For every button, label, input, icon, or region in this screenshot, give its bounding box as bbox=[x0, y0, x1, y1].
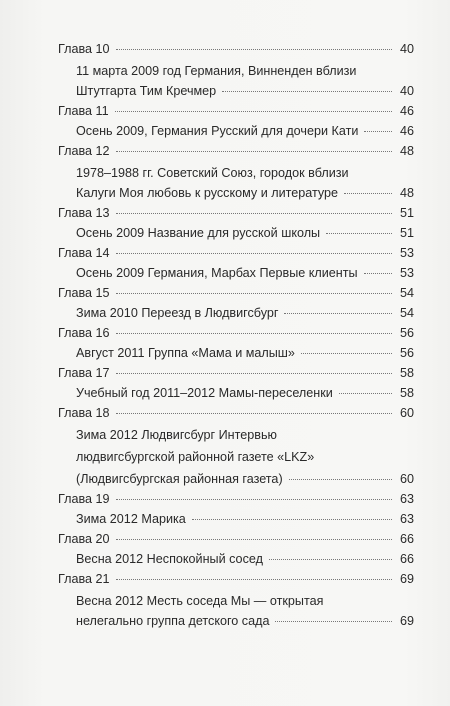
dot-leader bbox=[116, 253, 392, 254]
toc-page-number: 40 bbox=[399, 84, 414, 98]
toc-page-number: 69 bbox=[399, 572, 414, 586]
toc-section-17 bbox=[76, 384, 414, 402]
dot-leader bbox=[275, 621, 392, 622]
toc-chapter-16 bbox=[58, 324, 414, 342]
toc-chapter-title: Глава 19 bbox=[58, 492, 110, 506]
toc-page-number: 63 bbox=[399, 492, 414, 506]
dot-leader bbox=[116, 413, 392, 414]
toc-page-number: 51 bbox=[399, 206, 414, 220]
toc-chapter-10 bbox=[58, 40, 414, 58]
toc-chapter-title: Глава 15 bbox=[58, 286, 110, 300]
toc-page-number: 46 bbox=[399, 104, 414, 118]
toc-section-18 bbox=[76, 470, 414, 488]
toc-chapter-title: Глава 11 bbox=[58, 104, 109, 118]
toc-page-number: 53 bbox=[399, 266, 414, 280]
toc-page-number: 56 bbox=[399, 346, 414, 360]
dot-leader bbox=[344, 193, 392, 194]
toc-chapter-19 bbox=[58, 490, 414, 508]
toc-chapter-title: Глава 21 bbox=[58, 572, 110, 586]
toc-chapter-title: Глава 12 bbox=[58, 144, 110, 158]
toc-section-title: Осень 2009, Германия Русский для дочери Кати bbox=[76, 124, 359, 138]
toc-section-15 bbox=[76, 304, 414, 322]
dot-leader bbox=[116, 373, 392, 374]
toc-chapter-12 bbox=[58, 142, 414, 160]
toc-chapter-18 bbox=[58, 404, 414, 422]
toc-page-number: 46 bbox=[399, 124, 414, 138]
toc-section-10 bbox=[76, 82, 414, 100]
toc-chapter-11 bbox=[58, 102, 414, 120]
dot-leader bbox=[116, 293, 392, 294]
toc-section-12 bbox=[76, 184, 414, 202]
toc-page-number: 48 bbox=[399, 144, 414, 158]
toc-section-title: 11 марта 2009 год Германия, Винненден вблизи bbox=[76, 64, 357, 78]
toc-section-11 bbox=[76, 122, 414, 140]
toc-page-number: 60 bbox=[399, 472, 414, 486]
toc-section-title: Осень 2009 Германия, Марбах Первые клиенты bbox=[76, 266, 358, 280]
dot-leader bbox=[116, 579, 392, 580]
toc-section-title: Зима 2012 Марика bbox=[76, 512, 186, 526]
toc-page-number: 58 bbox=[399, 366, 414, 380]
toc-page-number: 54 bbox=[399, 286, 414, 300]
dot-leader bbox=[116, 151, 392, 152]
dot-leader bbox=[364, 131, 392, 132]
dot-leader bbox=[326, 233, 392, 234]
toc-page-number: 69 bbox=[399, 614, 414, 628]
toc-section-14 bbox=[76, 264, 414, 282]
dot-leader bbox=[289, 479, 392, 480]
toc-section-title: Осень 2009 Название для русской школы bbox=[76, 226, 321, 240]
toc-page-number: 56 bbox=[399, 326, 414, 340]
dot-leader bbox=[115, 111, 392, 112]
dot-leader bbox=[116, 539, 392, 540]
toc-section-title: Август 2011 Группа «Мама и малыш» bbox=[76, 346, 295, 360]
toc-chapter-21 bbox=[58, 570, 414, 588]
toc-page-number: 48 bbox=[399, 186, 414, 200]
toc-chapter-title: Глава 16 bbox=[58, 326, 110, 340]
dot-leader bbox=[116, 333, 392, 334]
toc-chapter-title: Глава 17 bbox=[58, 366, 110, 380]
toc-section-21 bbox=[76, 612, 414, 630]
dot-leader bbox=[116, 499, 392, 500]
toc-page-number: 60 bbox=[399, 406, 414, 420]
toc-page-number: 58 bbox=[399, 386, 414, 400]
toc-section-title: Учебный год 2011–2012 Мамы-переселенки bbox=[76, 386, 333, 400]
toc-chapter-14 bbox=[58, 244, 414, 262]
dot-leader bbox=[269, 559, 392, 560]
toc-section-title-cont: Штутгарта Тим Кречмер bbox=[76, 84, 217, 98]
toc-chapter-20 bbox=[58, 530, 414, 548]
toc-section-title: 1978–1988 гг. Советский Союз, городок вблизи bbox=[76, 166, 349, 180]
dot-leader bbox=[339, 393, 392, 394]
toc-section-title-cont: Калуги Моя любовь к русскому и литературе bbox=[76, 186, 339, 200]
toc-section-title: Весна 2012 Месть соседа Мы — открытая bbox=[76, 594, 324, 608]
toc-section-title: Зима 2012 Людвигсбург Интервью bbox=[76, 428, 277, 442]
toc-chapter-15 bbox=[58, 284, 414, 302]
toc-section-title-cont: (Людвигсбургская районная газета) bbox=[76, 472, 283, 486]
toc-page-number: 66 bbox=[399, 552, 414, 566]
toc-chapter-title: Глава 18 bbox=[58, 406, 110, 420]
toc-chapter-13 bbox=[58, 204, 414, 222]
toc-section-16 bbox=[76, 344, 414, 362]
toc-chapter-title: Глава 20 bbox=[58, 532, 110, 546]
dot-leader bbox=[364, 273, 392, 274]
toc-section-20 bbox=[76, 550, 414, 568]
dot-leader bbox=[284, 313, 392, 314]
dot-leader bbox=[301, 353, 392, 354]
toc-section-13 bbox=[76, 224, 414, 242]
toc-chapter-title: Глава 13 bbox=[58, 206, 110, 220]
toc-chapter-17 bbox=[58, 364, 414, 382]
toc-page-number: 63 bbox=[399, 512, 414, 526]
toc-page-number: 66 bbox=[399, 532, 414, 546]
toc-section-19 bbox=[76, 510, 414, 528]
toc-page-number: 51 bbox=[399, 226, 414, 240]
dot-leader bbox=[116, 49, 392, 50]
toc-chapter-title: Глава 14 bbox=[58, 246, 110, 260]
dot-leader bbox=[192, 519, 392, 520]
toc-page-number: 54 bbox=[399, 306, 414, 320]
toc-section-title: Весна 2012 Неспокойный сосед bbox=[76, 552, 263, 566]
toc-page-number: 53 bbox=[399, 246, 414, 260]
toc-page-number: 40 bbox=[399, 42, 414, 56]
toc-section-title-cont: людвигсбургской районной газете «LKZ» bbox=[76, 450, 315, 464]
dot-leader bbox=[116, 213, 392, 214]
dot-leader bbox=[222, 91, 392, 92]
toc-section-title-cont: нелегально группа детского сада bbox=[76, 614, 270, 628]
toc-section-title: Зима 2010 Переезд в Людвигсбург bbox=[76, 306, 279, 320]
toc-chapter-title: Глава 10 bbox=[58, 42, 110, 56]
